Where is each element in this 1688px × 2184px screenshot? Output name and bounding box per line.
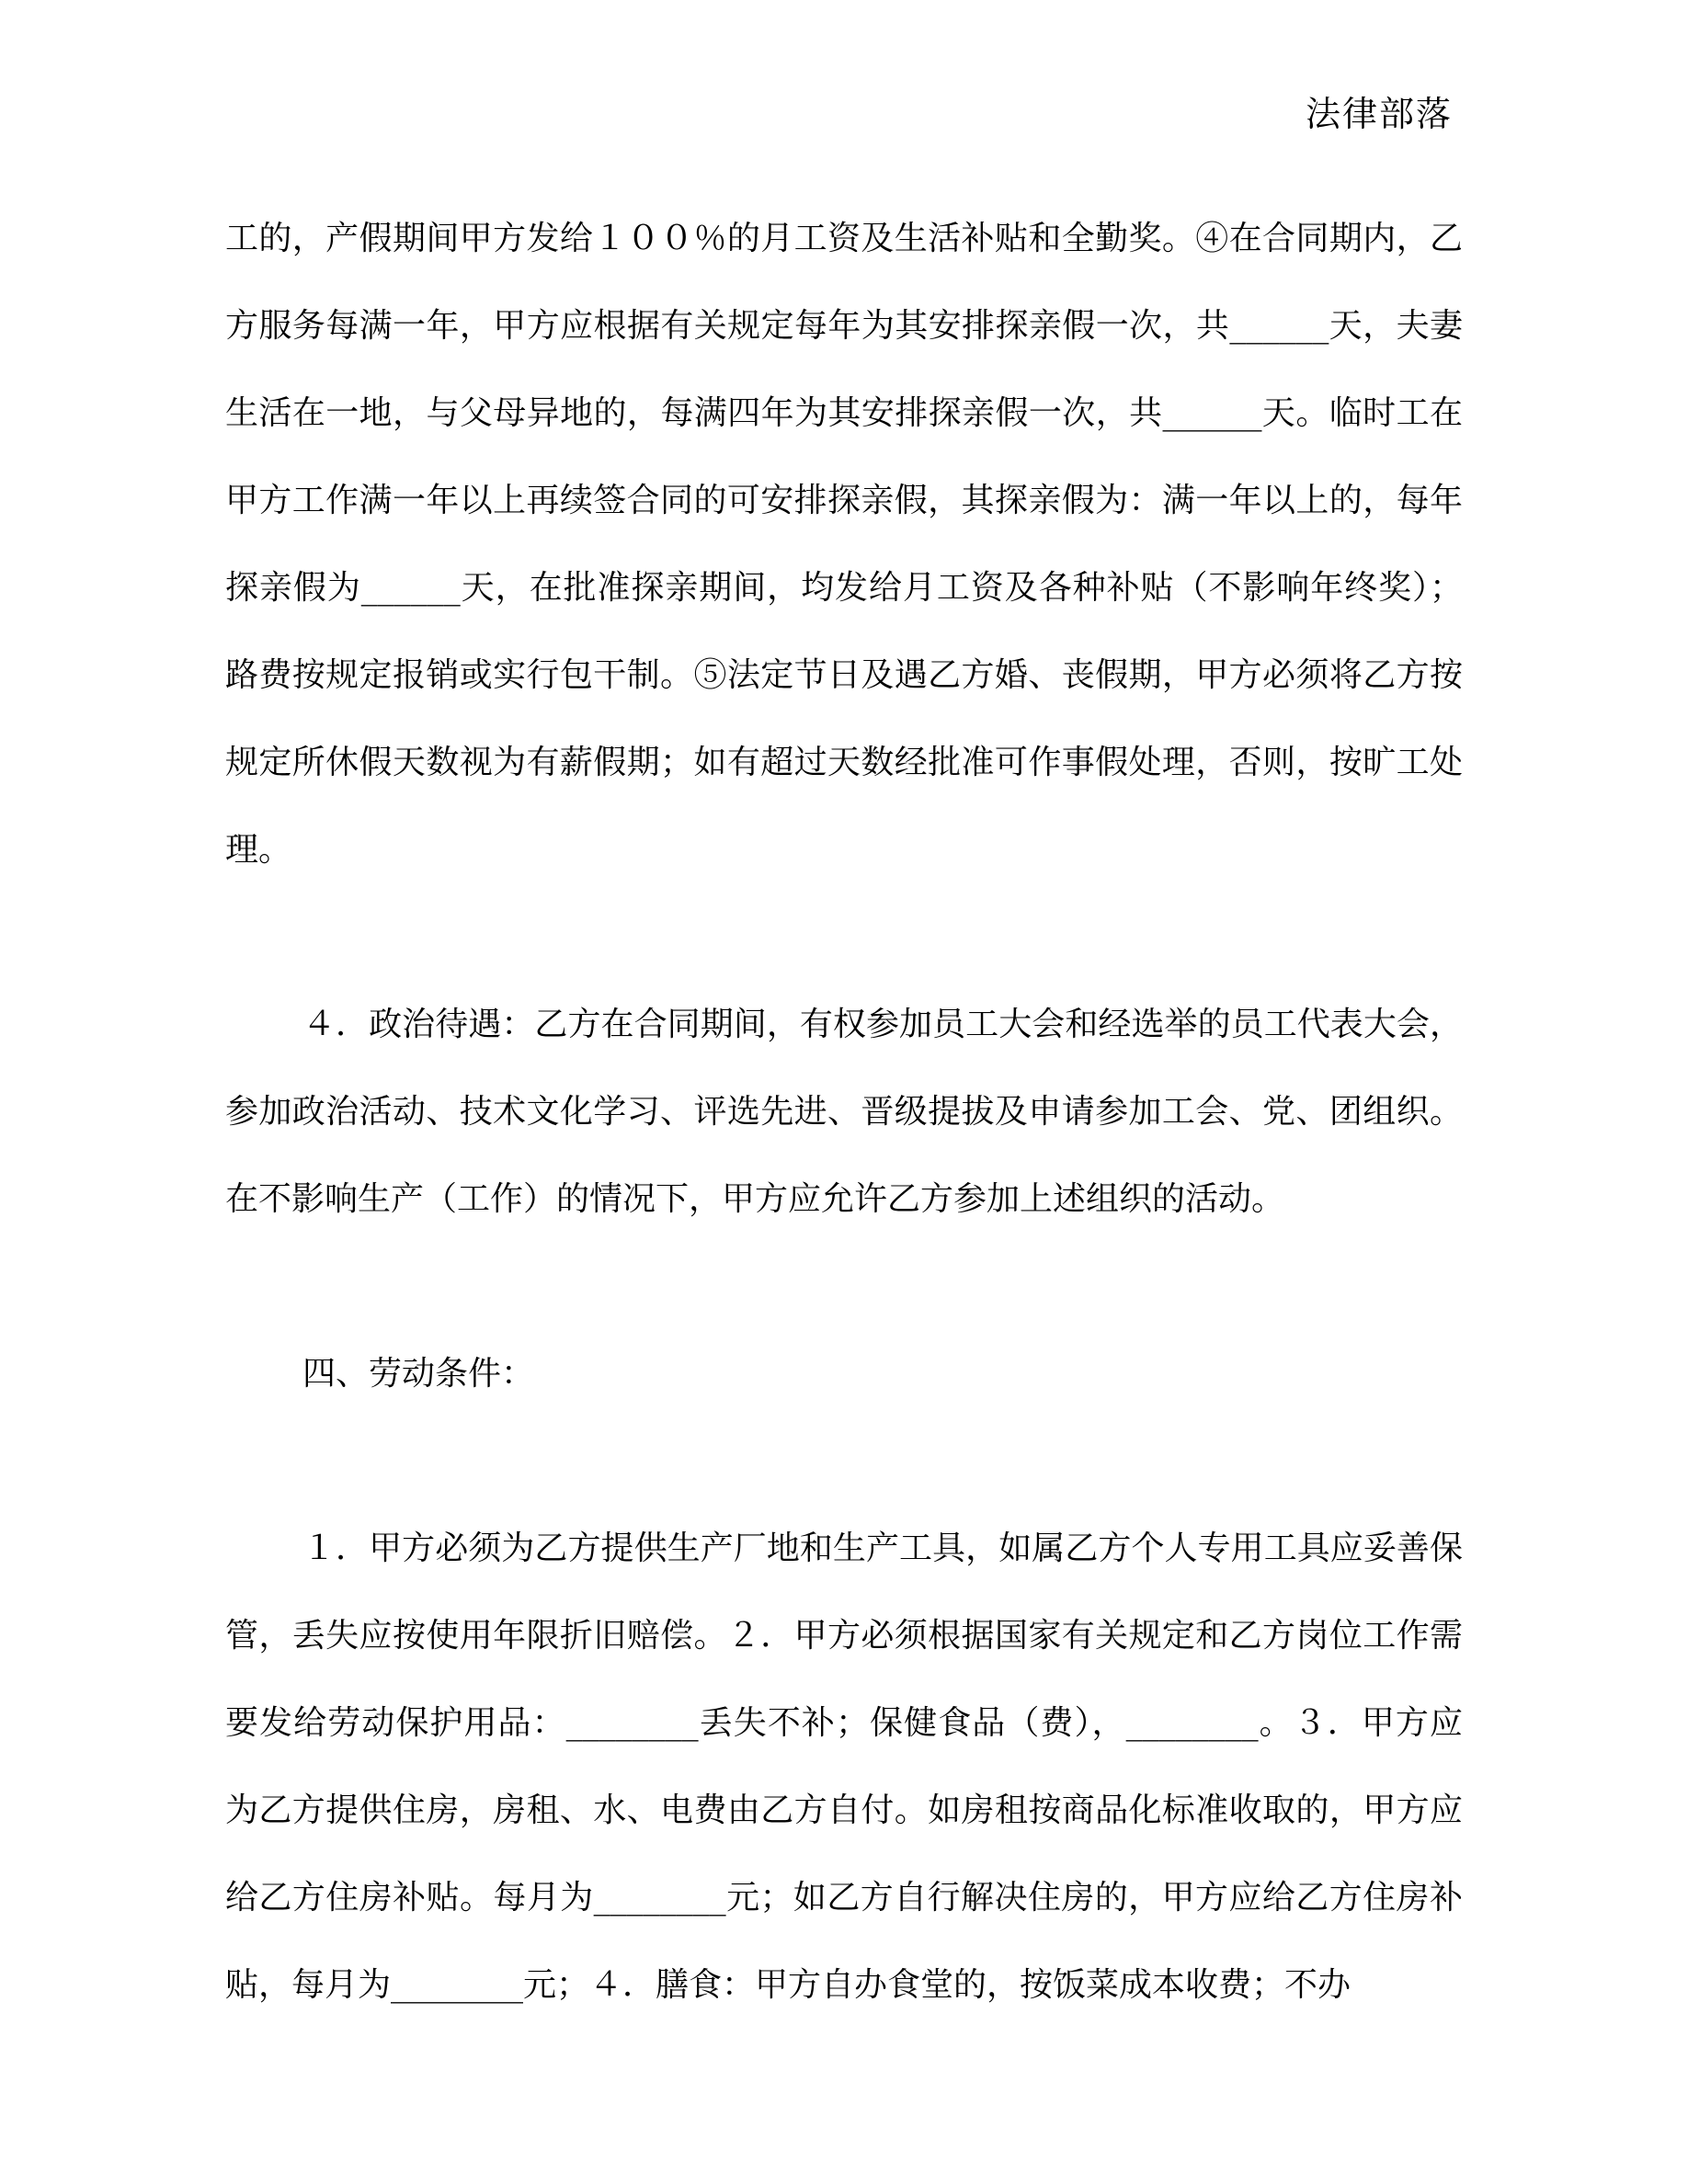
paragraph-leave-benefits-continuation: 工的，产假期间甲方发给１００％的月工资及生活补贴和全勤奖。④在合同期内，乙方服务每满一年，甲方应根据有关规定每年为其安排探亲假一次，共______天，夫妻生活在一地，与父母异地的，每满四年为其安排探亲假一次，共______天。临时工在甲方工作满一年以上再续签合同的可安排探亲假，其探亲假为：满一年以上的，每年探亲假为______天，在批准探亲期间，均发给月工资及各种补贴（不影响年终奖）；路费按规定报销或实行包干制。⑤法定节日及遇乙方婚、丧假期，甲方必须将乙方按规定所休假天数视为有薪假期；如有超过天数经批准可作事假处理，否则，按旷工处理。	[225, 220, 1463, 869]
paragraph-labor-conditions-items: １．甲方必须为乙方提供生产厂地和生产工具，如属乙方个人专用工具应妥善保管，丢失应按使用年限折旧赔偿。２．甲方必须根据国家有关规定和乙方岗位工作需要发给劳动保护用品：________丢失不补；保健食品（费），________。３．甲方应为乙方提供住房，房租、水、电费由乙方自付。如房租按商品化标准收取的，甲方应给乙方住房补贴。每月为________元；如乙方自行解决住房的，甲方应给乙方住房补贴，每月为________元；４．膳食：甲方自办食堂的，按饭菜成本收费；不办	[225, 1530, 1463, 2004]
document-body	[225, 195, 1463, 2029]
paragraph-political-treatment: ４．政治待遇：乙方在合同期间，有权参加员工大会和经选举的员工代表大会，参加政治活动、技术文化学习、评选先进、晋级提拔及申请参加工会、党、团组织。在不影响生产（工作）的情况下，甲方应允许乙方参加上述组织的活动。	[225, 1006, 1463, 1218]
site-watermark-text: 法律部落	[1305, 94, 1453, 134]
heading-labor-conditions: 四、劳动条件：	[302, 1355, 535, 1393]
